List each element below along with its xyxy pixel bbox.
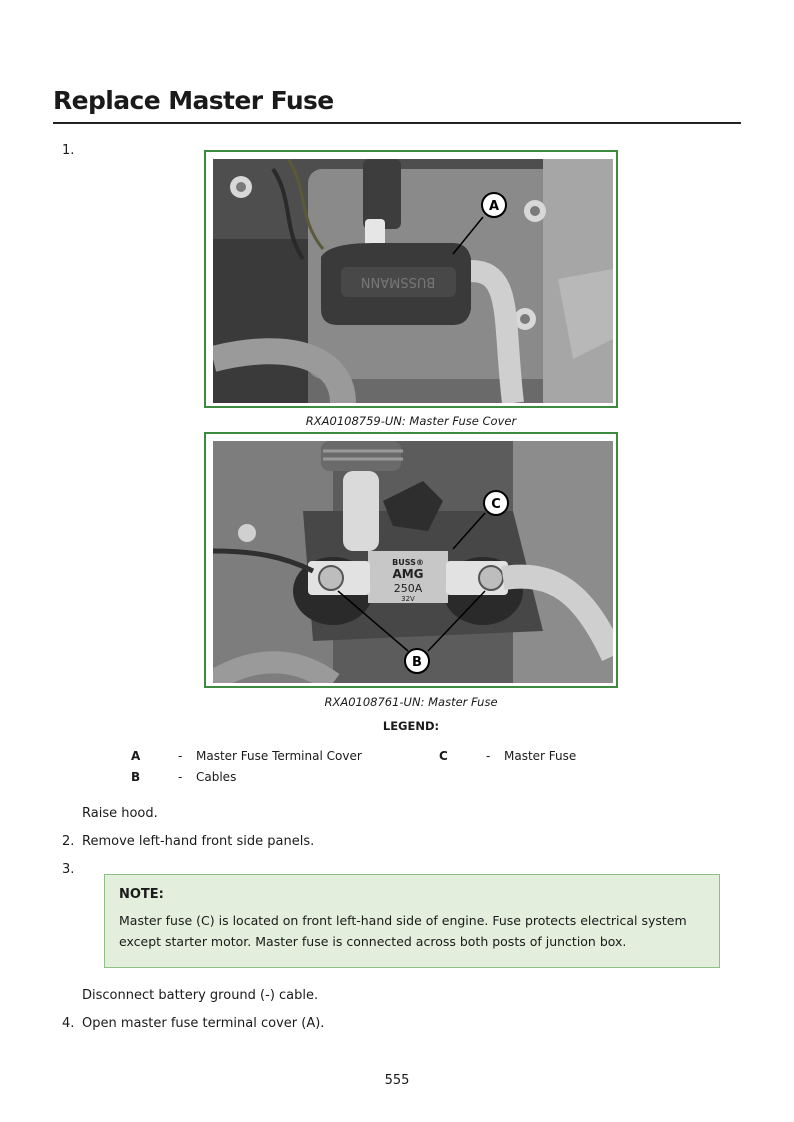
callout-b: B [412,655,422,670]
legend-key-b: B [131,770,141,784]
fuse-label-voltage: 32V [401,595,415,603]
step-2-number: 2. [62,834,75,849]
figure-2-caption: RXA0108761-UN: Master Fuse [324,695,498,709]
legend-key-c: C [439,749,448,763]
step-3-text: Disconnect battery ground (-) cable. [82,988,319,1003]
legend-dash-c: - [486,749,491,763]
callout-c: C [491,497,501,512]
note-text: Master fuse (C) is located on front left-hand side of engine. Fuse protects electrical system except starter motor. Master fuse is connected across both posts of junction box. [119,913,687,949]
title-rule [53,122,741,124]
legend-label-a: Master Fuse Terminal Cover [196,749,362,763]
fuse-label-rating: 250A [393,582,423,595]
master-fuse-cover-photo [213,159,613,403]
legend-key-a: A [131,749,141,763]
note-title: NOTE: [119,887,164,902]
step-3-number: 3. [62,862,75,877]
legend-label-b: Cables [196,770,237,784]
figure-master-fuse-cover [204,150,618,408]
figure-1-caption: RXA0108759-UN: Master Fuse Cover [305,414,517,428]
step-1-number: 1. [62,143,75,158]
cover-embossed-text: BUSSMANN [360,274,436,289]
master-fuse-photo [213,441,613,683]
note-box [104,874,720,968]
page-title: Replace Master Fuse [53,86,334,115]
step-4-text: Open master fuse terminal cover (A). [82,1016,325,1031]
fuse-label-type: AMG [392,567,424,581]
legend-dash-b: - [178,770,183,784]
figure-master-fuse [204,432,618,688]
legend-title: LEGEND: [382,719,440,733]
legend-dash-a: - [178,749,183,763]
step-1-text: Raise hood. [82,806,158,821]
step-2-text: Remove left-hand front side panels. [82,834,315,849]
callout-a: A [488,199,500,214]
page-number: 555 [384,1073,410,1088]
legend-label-c: Master Fuse [504,749,577,763]
fuse-label-brand: BUSS® [392,558,424,567]
step-4-number: 4. [62,1016,75,1031]
